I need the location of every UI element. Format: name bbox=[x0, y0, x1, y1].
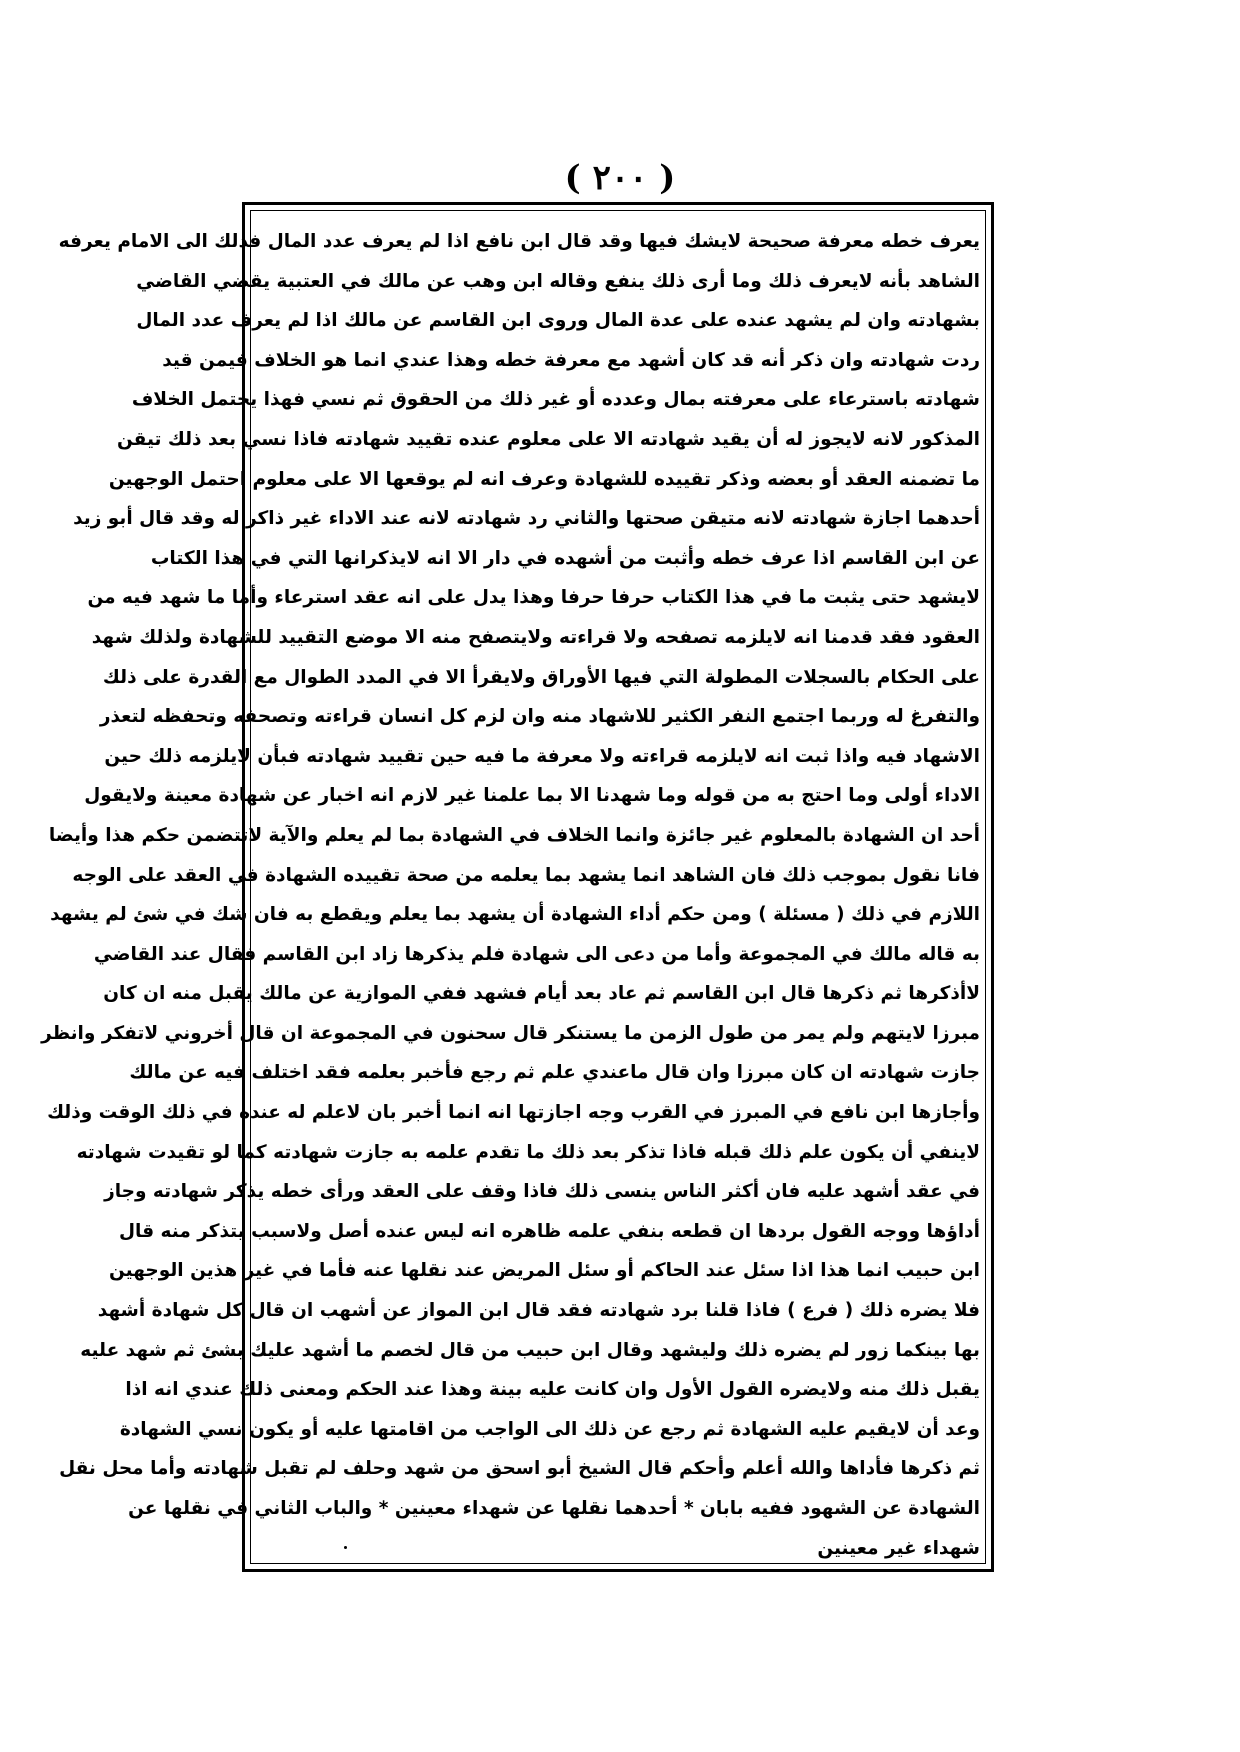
body-text bbox=[41, 222, 980, 1568]
text-line: المذكور لانه لايجوز له أن يقيد شهادته الا على معلوم عنده تقييد شهادته فاذا نسي بعد ذلك تيقن bbox=[116, 428, 980, 450]
text-line: شهادته باسترعاء على معرفته بمال وعدده أو غير ذلك من الحقوق ثم نسي فهذا يحتمل الخلاف bbox=[131, 389, 980, 411]
text-line: لايشهد حتى يثبت ما في هذا الكتاب حرفا حرفا وهذا يدل على انه عقد استرعاء وأما ما شهد فيه من bbox=[87, 587, 980, 609]
text-line: جازت شهادته ان كان مبرزا وان قال ماعندي علم ثم رجع فأخبر بعلمه فقد اختلف فيه عن مالك bbox=[129, 1062, 980, 1084]
text-line: الشاهد بأنه لايعرف ذلك وما أرى ذلك ينفع وقاله ابن وهب عن مالك في العتبية يقضي القاضي bbox=[136, 270, 980, 292]
page-number: ( ٢٠٠ ) bbox=[564, 158, 676, 198]
text-line: العقود فقد قدمنا انه لايلزمه تصفحه ولا قراءته ولايتصفح منه الا موضع التقييد للشهادة ولذلك شهد bbox=[91, 626, 980, 648]
text-line: ما تضمنه العقد أو بعضه وذكر تقييده للشهادة وعرف انه لم يوقعها الا على معلوم احتمل الوجهين bbox=[108, 468, 980, 490]
text-line: أحد ان الشهادة بالمعلوم غير جائزة وانما الخلاف في الشهادة بما لم يعلم والآية لاتتضمن حكم هذا وأيضا bbox=[48, 824, 980, 846]
text-line: الاشهاد فيه واذا ثبت انه لايلزمه قراءته ولا معرفة ما فيه حين تقييد شهادته فبأن لايلزمه ذلك حين bbox=[104, 745, 980, 767]
text-line: أحدهما اجازة شهادته لانه متيقن صحتها والثاني رد شهادته لانه عند الاداء غير ذاكر له وقد قال أبو زيد bbox=[73, 508, 980, 530]
text-line: ردت شهادته وان ذكر أنه قد كان أشهد مع معرفة خطه وهذا عندي انما هو الخلاف فيمن قيد bbox=[162, 349, 980, 371]
text-line: لاينفي أن يكون علم ذلك قبله فاذا تذكر بعد ذلك ما تقدم علمه به جازت شهادته كما لو تقيدت شهادته bbox=[76, 1141, 980, 1163]
text-line: ابن حبيب انما هذا اذا سئل عند الحاكم أو سئل المريض عند نقلها عنه فأما في غير هذين الوجهين bbox=[109, 1260, 980, 1282]
text-line: بها بينكما زور لم يضره ذلك وليشهد وقال ابن حبيب من قال لخصم ما أشهد عليك بشئ ثم شهد عليه bbox=[80, 1339, 980, 1361]
text-line: اللازم في ذلك ( مسئلة ) ومن حكم أداء الشهادة أن يشهد بما يعلم ويقطع به فان شك في شئ لم يشهد bbox=[50, 904, 980, 926]
text-line: والتفرغ له وربما اجتمع النفر الكثير للاشهاد منه وان لزم كل انسان قراءته وتصحفه وتحفظه لتعذر bbox=[99, 706, 980, 728]
text-line: الاداء أولى وما احتج به من قوله وما شهدنا الا بما علمنا غير لازم انه اخبار عن شهادة معينة ولايقول bbox=[84, 785, 980, 807]
text-line: وعد أن لايقيم عليه الشهادة ثم رجع عن ذلك الى الواجب من اقامتها عليه أو يكون نسي الشهادة bbox=[119, 1418, 980, 1440]
text-line: يقبل ذلك منه ولايضره القول الأول وان كانت عليه بينة وهذا عند الحكم ومعنى ذلك عندي انه اذا bbox=[125, 1379, 980, 1401]
text-line: مبرزا لايتهم ولم يمر من طول الزمن ما يستنكر قال سحنون في المجموعة ان قال أخروني لاتفكر وانظر bbox=[41, 1022, 980, 1044]
text-line: فلا يضره ذلك ( فرع ) فاذا قلنا برد شهادته فقد قال ابن المواز عن أشهب ان قال كل شهادة أشهد bbox=[97, 1300, 980, 1322]
text-line: أداؤها ووجه القول بردها ان قطعه بنفي علمه ظاهره انه ليس عنده أصل ولاسبب يتذكر منه قال bbox=[119, 1220, 980, 1242]
text-line: الشهادة عن الشهود ففيه بابان * أحدهما نقلها عن شهداء معينين * والباب الثاني في نقلها عن bbox=[128, 1498, 980, 1519]
text-line: في عقد أشهد عليه فان أكثر الناس ينسى ذلك فاذا وقف على العقد ورأى خطه يذكر شهادته وجاز bbox=[104, 1181, 980, 1203]
text-line: لاأذكرها ثم ذكرها قال ابن القاسم ثم عاد بعد أيام فشهد ففي الموازية عن مالك يقبل منه ان كان bbox=[103, 983, 980, 1005]
text-line: عن ابن القاسم اذا عرف خطه وأثبت من أشهده في دار الا انه لايذكرانها التي في هذا الكتاب bbox=[150, 547, 980, 569]
text-line: وأجازها ابن نافع في المبرز في القرب وجه اجازتها انه انما أخبر بان لاعلم له عنده في ذلك الوقت وذلك bbox=[47, 1102, 980, 1124]
text-line: يعرف خطه معرفة صحيحة لايشك فيها وقد قال ابن نافع اذا لم يعرف عدد المال فذلك الى الامام يعرفه bbox=[58, 231, 980, 252]
text-line: شهداء غير معينين bbox=[817, 1537, 980, 1559]
footer-dot bbox=[344, 1546, 347, 1549]
text-line: به قاله مالك في المجموعة وأما من دعى الى شهادة فلم يذكرها زاد ابن القاسم فقال عند القاضي bbox=[93, 943, 980, 965]
text-line: على الحكام بالسجلات المطولة التي فيها الأوراق ولايقرأ الا في المدد الطوال مع القدرة على ذلك bbox=[102, 666, 980, 688]
text-line: ثم ذكرها فأداها والله أعلم وأحكم قال الشيخ أبو اسحق من شهد وحلف لم تقبل شهادته وأما محل نقل bbox=[59, 1458, 980, 1480]
text-line: بشهادته وان لم يشهد عنده على عدة المال وروى ابن القاسم عن مالك اذا لم يعرف عدد المال bbox=[136, 310, 980, 332]
text-line: فانا نقول بموجب ذلك فان الشاهد انما يشهد بما يعلمه من صحة تقييده الشهادة في العقد على الوجه bbox=[72, 864, 980, 886]
